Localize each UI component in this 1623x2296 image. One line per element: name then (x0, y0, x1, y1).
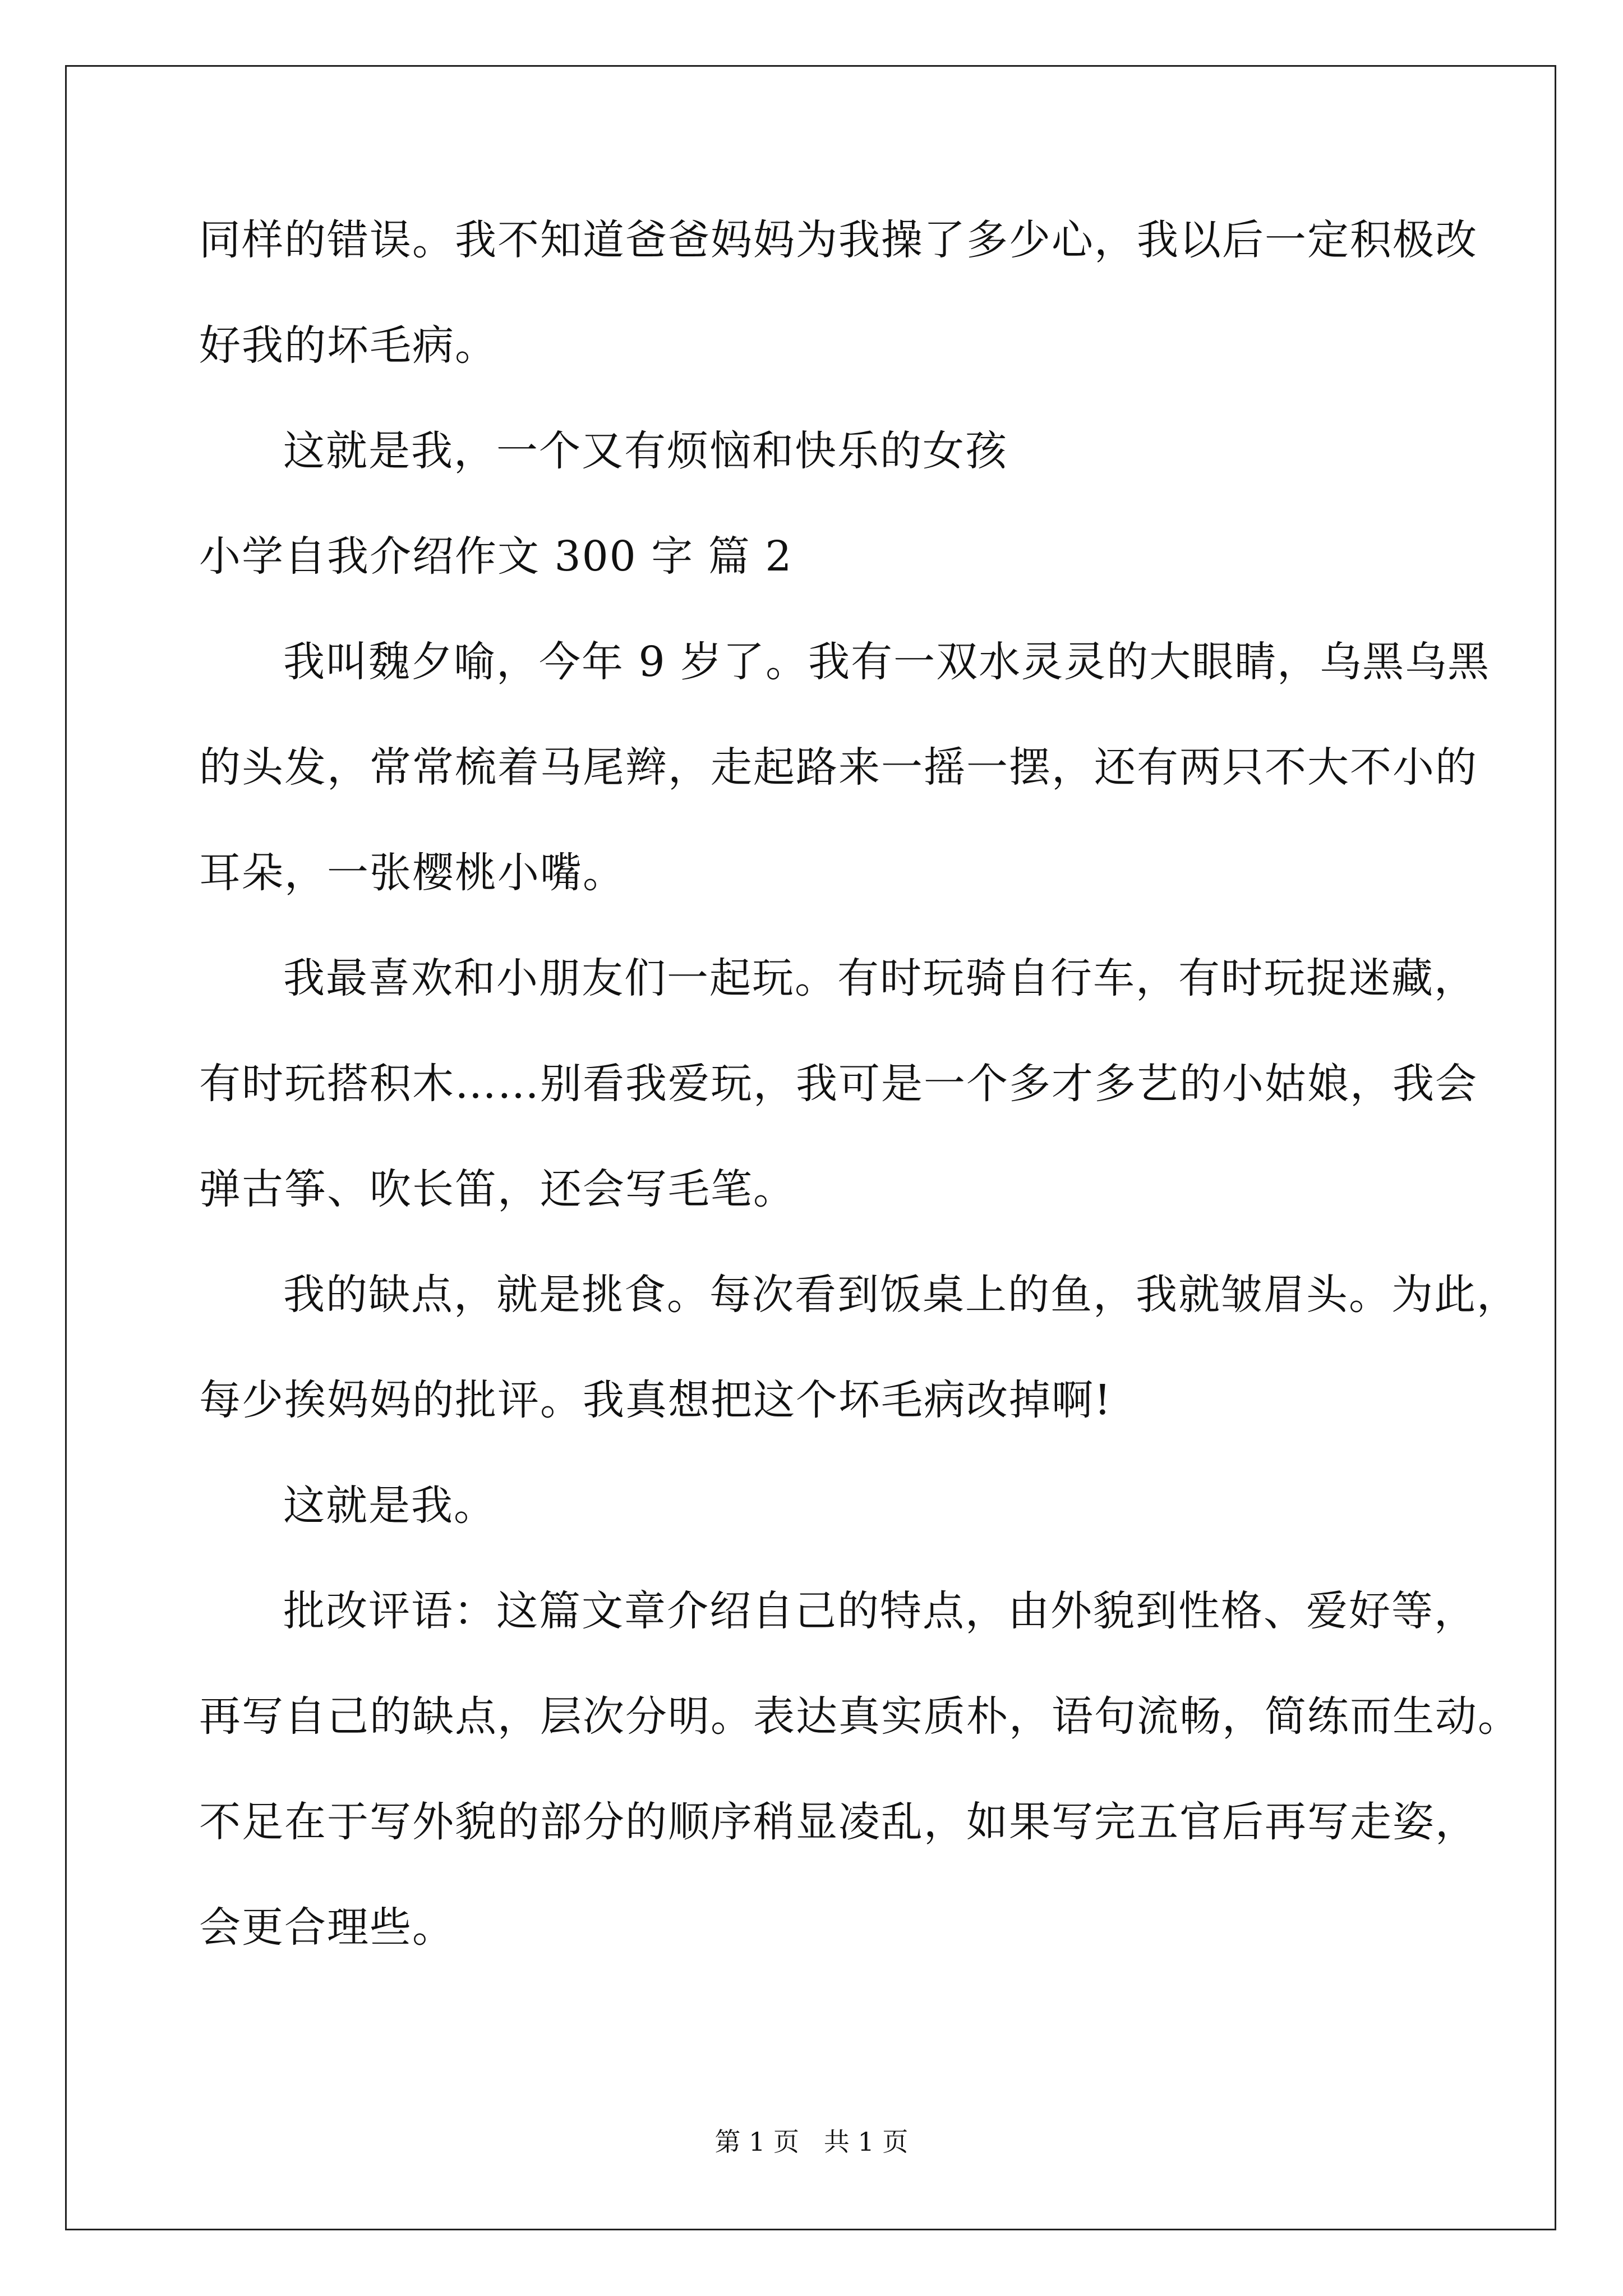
page-footer: 第 1 页 共 1 页 (714, 2127, 909, 2157)
text-line: 不足在于写外貌的部分的顺序稍显凌乱，如果写完五官后再写走姿， (199, 1798, 1478, 1846)
section-heading: 小学自我介绍作文 300 字 篇 2 (199, 532, 793, 581)
text-line: 有时玩搭积木……别看我爱玩，我可是一个多才多艺的小姑娘，我会 (199, 1060, 1478, 1108)
text-line: 我叫魏夕喻，今年 9 岁了。我有一双水灵灵的大眼睛，乌黑乌黑 (283, 638, 1491, 686)
text-line: 这就是我，一个又有烦恼和快乐的女孩 (283, 427, 1008, 475)
text-line: 再写自己的缺点，层次分明。表达真实质朴，语句流畅，简练而生动。 (199, 1692, 1520, 1741)
text-line: 同样的错误。我不知道爸爸妈妈为我操了多少心，我以后一定积极改 (199, 216, 1478, 264)
text-line: 这就是我。 (283, 1481, 496, 1530)
text-line: 好我的坏毛病。 (199, 321, 497, 370)
text-line: 会更合理些。 (199, 1903, 455, 1952)
text-line: 我最喜欢和小朋友们一起玩。有时玩骑自行车，有时玩捉迷藏， (283, 954, 1477, 1002)
text-line: 的头发，常常梳着马尾辫，走起路来一摇一摆，还有两只不大不小的 (199, 743, 1478, 792)
text-line: 弹古筝、吹长笛，还会写毛笔。 (199, 1165, 796, 1213)
text-line: 耳朵，一张樱桃小嘴。 (199, 849, 625, 897)
text-line: 批改评语：这篇文章介绍自己的特点，由外貌到性格、爱好等， (283, 1587, 1477, 1635)
text-line: 我的缺点，就是挑食。每次看到饭桌上的鱼，我就皱眉头。为此， (283, 1271, 1519, 1319)
text-line: 每少挨妈妈的批评。我真想把这个坏毛病改掉啊! (199, 1376, 1112, 1424)
